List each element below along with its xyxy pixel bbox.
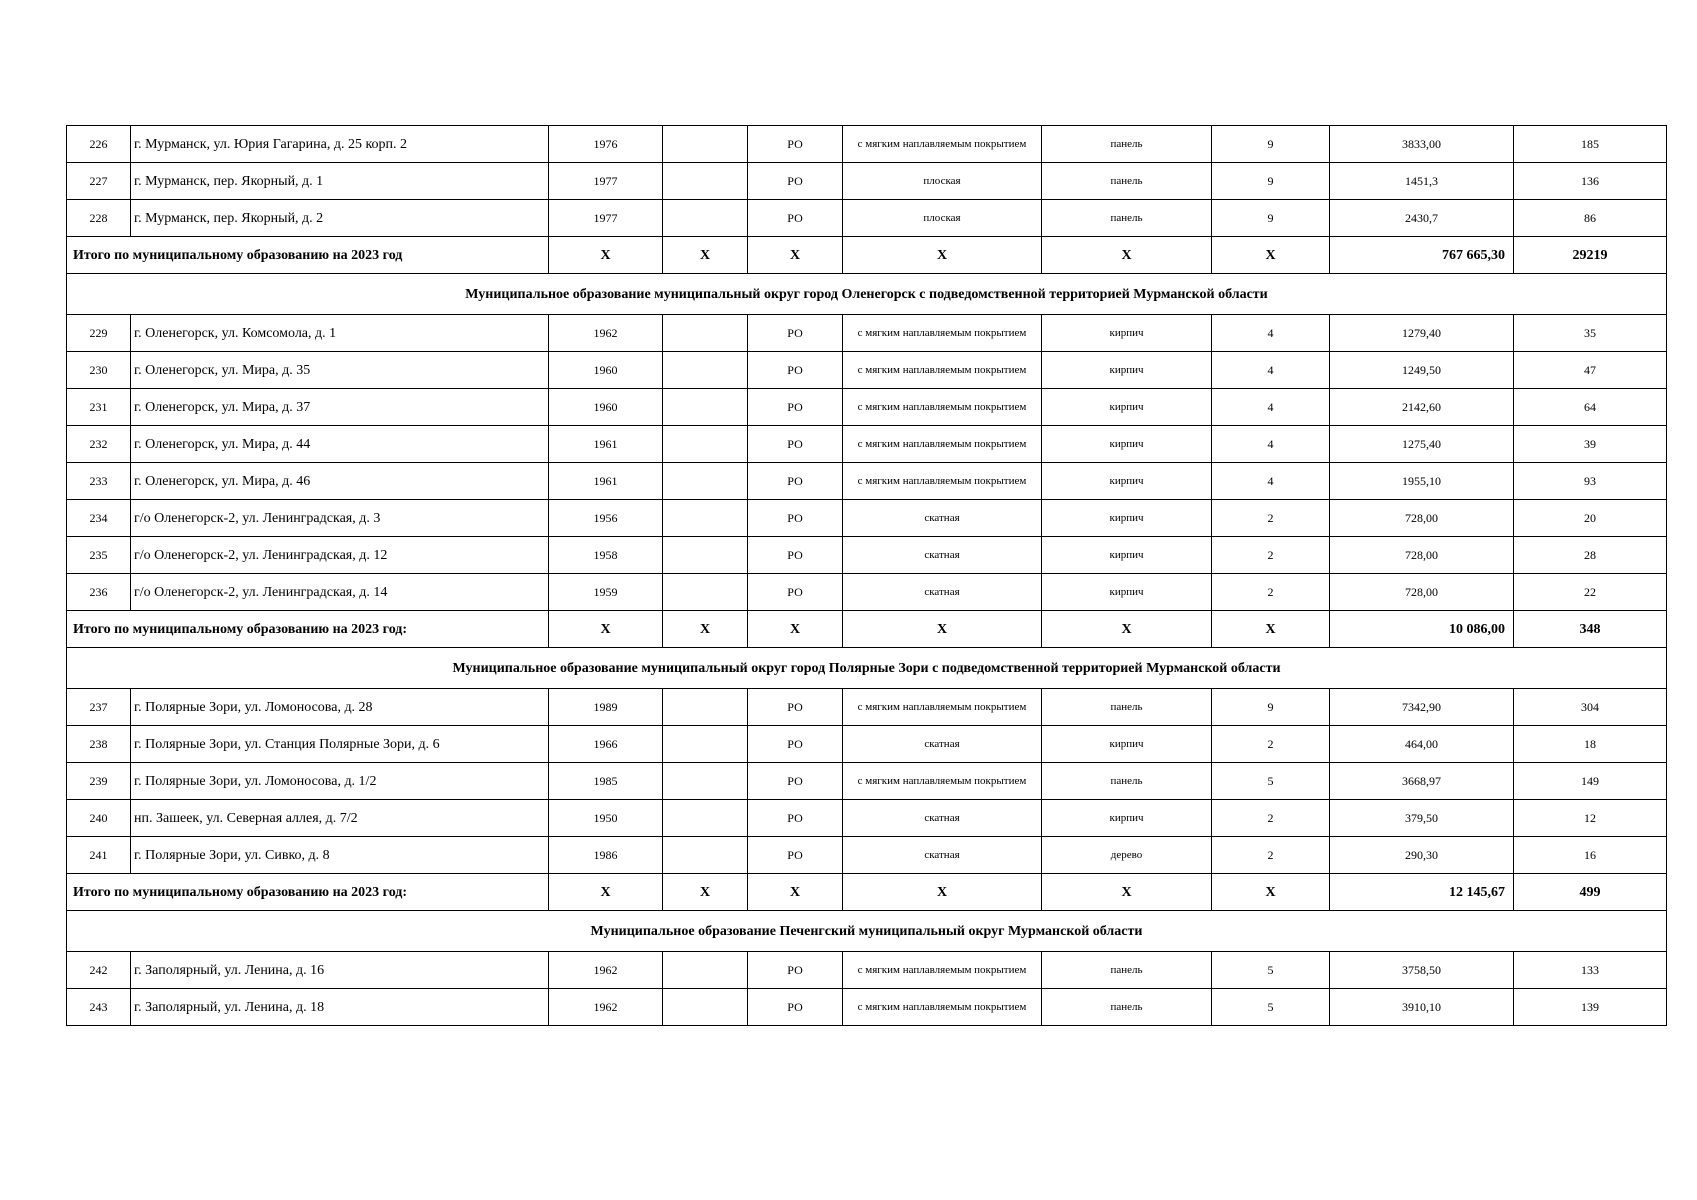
section-header-row xyxy=(67,274,1667,315)
row-floors: 4 xyxy=(1212,352,1330,389)
row-area: 728,00 xyxy=(1330,574,1514,611)
row-fund-type: РО xyxy=(748,352,843,389)
total-x-mark: X xyxy=(843,874,1042,911)
row-residents: 22 xyxy=(1514,574,1667,611)
row-residents: 136 xyxy=(1514,163,1667,200)
row-empty-cell xyxy=(663,500,748,537)
row-wall-material: панель xyxy=(1042,989,1212,1026)
row-address: г. Оленегорск, ул. Мира, д. 37 xyxy=(131,389,549,426)
row-year: 1950 xyxy=(549,800,663,837)
row-empty-cell xyxy=(663,689,748,726)
row-address: г. Оленегорск, ул. Мира, д. 46 xyxy=(131,463,549,500)
table-row xyxy=(67,200,1667,237)
row-floors: 4 xyxy=(1212,463,1330,500)
total-x-mark: X xyxy=(1212,874,1330,911)
table-row xyxy=(67,315,1667,352)
row-wall-material: панель xyxy=(1042,952,1212,989)
row-number: 241 xyxy=(67,837,131,874)
row-wall-material: кирпич xyxy=(1042,463,1212,500)
row-roof-type: плоская xyxy=(843,163,1042,200)
row-year: 1985 xyxy=(549,763,663,800)
total-x-mark: X xyxy=(1042,237,1212,274)
total-area: 12 145,67 xyxy=(1330,874,1514,911)
row-empty-cell xyxy=(663,200,748,237)
row-floors: 9 xyxy=(1212,126,1330,163)
row-address: г. Оленегорск, ул. Мира, д. 44 xyxy=(131,426,549,463)
row-year: 1960 xyxy=(549,352,663,389)
table-row xyxy=(67,537,1667,574)
section-title: Муниципальное образование муниципальный округ город Полярные Зори с подведомственной территорией Мурманской области xyxy=(67,648,1667,689)
total-x-mark: X xyxy=(748,611,843,648)
row-residents: 133 xyxy=(1514,952,1667,989)
row-number: 242 xyxy=(67,952,131,989)
row-number: 234 xyxy=(67,500,131,537)
row-number: 230 xyxy=(67,352,131,389)
row-residents: 16 xyxy=(1514,837,1667,874)
row-roof-type: с мягким наплавляемым покрытием xyxy=(843,463,1042,500)
row-address: г. Мурманск, ул. Юрия Гагарина, д. 25 корп. 2 xyxy=(131,126,549,163)
row-wall-material: кирпич xyxy=(1042,726,1212,763)
total-row xyxy=(67,611,1667,648)
total-label: Итого по муниципальному образованию на 2023 год: xyxy=(67,874,549,911)
row-roof-type: скатная xyxy=(843,726,1042,763)
row-floors: 2 xyxy=(1212,500,1330,537)
row-address: г/о Оленегорск-2, ул. Ленинградская, д. 12 xyxy=(131,537,549,574)
row-fund-type: РО xyxy=(748,574,843,611)
table-row xyxy=(67,689,1667,726)
total-row xyxy=(67,237,1667,274)
row-wall-material: панель xyxy=(1042,200,1212,237)
row-number: 240 xyxy=(67,800,131,837)
row-residents: 93 xyxy=(1514,463,1667,500)
row-floors: 2 xyxy=(1212,837,1330,874)
row-empty-cell xyxy=(663,989,748,1026)
row-residents: 304 xyxy=(1514,689,1667,726)
row-empty-cell xyxy=(663,837,748,874)
row-area: 1955,10 xyxy=(1330,463,1514,500)
row-residents: 139 xyxy=(1514,989,1667,1026)
row-fund-type: РО xyxy=(748,389,843,426)
row-address: г. Оленегорск, ул. Мира, д. 35 xyxy=(131,352,549,389)
row-roof-type: с мягким наплавляемым покрытием xyxy=(843,989,1042,1026)
row-empty-cell xyxy=(663,126,748,163)
row-empty-cell xyxy=(663,800,748,837)
row-fund-type: РО xyxy=(748,315,843,352)
row-roof-type: с мягким наплавляемым покрытием xyxy=(843,763,1042,800)
row-fund-type: РО xyxy=(748,989,843,1026)
row-number: 239 xyxy=(67,763,131,800)
row-area: 3910,10 xyxy=(1330,989,1514,1026)
row-fund-type: РО xyxy=(748,763,843,800)
row-empty-cell xyxy=(663,352,748,389)
row-residents: 86 xyxy=(1514,200,1667,237)
row-number: 235 xyxy=(67,537,131,574)
row-year: 1962 xyxy=(549,315,663,352)
row-address: г. Мурманск, пер. Якорный, д. 1 xyxy=(131,163,549,200)
row-roof-type: плоская xyxy=(843,200,1042,237)
total-residents: 499 xyxy=(1514,874,1667,911)
total-residents: 348 xyxy=(1514,611,1667,648)
row-wall-material: кирпич xyxy=(1042,426,1212,463)
row-roof-type: с мягким наплавляемым покрытием xyxy=(843,126,1042,163)
row-empty-cell xyxy=(663,389,748,426)
row-year: 1977 xyxy=(549,200,663,237)
row-roof-type: с мягким наплавляемым покрытием xyxy=(843,315,1042,352)
table-row xyxy=(67,574,1667,611)
row-year: 1956 xyxy=(549,500,663,537)
total-x-mark: X xyxy=(1212,611,1330,648)
total-x-mark: X xyxy=(843,611,1042,648)
row-area: 2142,60 xyxy=(1330,389,1514,426)
section-header-row xyxy=(67,648,1667,689)
row-fund-type: РО xyxy=(748,537,843,574)
total-label: Итого по муниципальному образованию на 2023 год: xyxy=(67,611,549,648)
table-row xyxy=(67,952,1667,989)
row-roof-type: скатная xyxy=(843,500,1042,537)
row-number: 238 xyxy=(67,726,131,763)
row-roof-type: скатная xyxy=(843,574,1042,611)
row-wall-material: кирпич xyxy=(1042,574,1212,611)
row-floors: 2 xyxy=(1212,726,1330,763)
row-floors: 4 xyxy=(1212,426,1330,463)
row-floors: 2 xyxy=(1212,800,1330,837)
row-empty-cell xyxy=(663,763,748,800)
row-address: г/о Оленегорск-2, ул. Ленинградская, д. 3 xyxy=(131,500,549,537)
table-row xyxy=(67,763,1667,800)
row-number: 236 xyxy=(67,574,131,611)
total-x-mark: X xyxy=(1042,611,1212,648)
row-address: г. Заполярный, ул. Ленина, д. 16 xyxy=(131,952,549,989)
total-x-mark: X xyxy=(663,611,748,648)
total-x-mark: X xyxy=(663,237,748,274)
table-row xyxy=(67,500,1667,537)
row-fund-type: РО xyxy=(748,163,843,200)
row-fund-type: РО xyxy=(748,952,843,989)
row-wall-material: панель xyxy=(1042,126,1212,163)
housing-table xyxy=(66,125,1667,1026)
table-row xyxy=(67,352,1667,389)
row-wall-material: кирпич xyxy=(1042,389,1212,426)
row-residents: 149 xyxy=(1514,763,1667,800)
row-floors: 5 xyxy=(1212,952,1330,989)
row-floors: 5 xyxy=(1212,989,1330,1026)
row-residents: 18 xyxy=(1514,726,1667,763)
row-floors: 4 xyxy=(1212,315,1330,352)
row-fund-type: РО xyxy=(748,426,843,463)
table-row xyxy=(67,126,1667,163)
row-number: 232 xyxy=(67,426,131,463)
table-row xyxy=(67,163,1667,200)
total-x-mark: X xyxy=(843,237,1042,274)
row-year: 1977 xyxy=(549,163,663,200)
total-row xyxy=(67,874,1667,911)
row-wall-material: панель xyxy=(1042,689,1212,726)
row-residents: 185 xyxy=(1514,126,1667,163)
row-year: 1976 xyxy=(549,126,663,163)
table-row xyxy=(67,800,1667,837)
row-year: 1959 xyxy=(549,574,663,611)
row-number: 231 xyxy=(67,389,131,426)
row-residents: 20 xyxy=(1514,500,1667,537)
row-fund-type: РО xyxy=(748,463,843,500)
total-x-mark: X xyxy=(549,874,663,911)
table-row xyxy=(67,989,1667,1026)
row-area: 1275,40 xyxy=(1330,426,1514,463)
row-number: 227 xyxy=(67,163,131,200)
total-label: Итого по муниципальному образованию на 2023 год xyxy=(67,237,549,274)
row-floors: 4 xyxy=(1212,389,1330,426)
row-area: 1279,40 xyxy=(1330,315,1514,352)
row-roof-type: с мягким наплавляемым покрытием xyxy=(843,389,1042,426)
row-roof-type: скатная xyxy=(843,537,1042,574)
row-roof-type: с мягким наплавляемым покрытием xyxy=(843,952,1042,989)
row-year: 1989 xyxy=(549,689,663,726)
section-title: Муниципальное образование муниципальный округ город Оленегорск с подведомственной территорией Мурманской области xyxy=(67,274,1667,315)
row-wall-material: дерево xyxy=(1042,837,1212,874)
row-wall-material: кирпич xyxy=(1042,537,1212,574)
total-area: 10 086,00 xyxy=(1330,611,1514,648)
table-row xyxy=(67,463,1667,500)
row-residents: 12 xyxy=(1514,800,1667,837)
row-wall-material: кирпич xyxy=(1042,500,1212,537)
row-roof-type: с мягким наплавляемым покрытием xyxy=(843,352,1042,389)
row-residents: 47 xyxy=(1514,352,1667,389)
row-area: 7342,90 xyxy=(1330,689,1514,726)
row-area: 290,30 xyxy=(1330,837,1514,874)
row-floors: 2 xyxy=(1212,537,1330,574)
row-wall-material: кирпич xyxy=(1042,315,1212,352)
row-empty-cell xyxy=(663,952,748,989)
row-address: г. Полярные Зори, ул. Ломоносова, д. 28 xyxy=(131,689,549,726)
row-address: г. Мурманск, пер. Якорный, д. 2 xyxy=(131,200,549,237)
row-year: 1960 xyxy=(549,389,663,426)
table-row xyxy=(67,837,1667,874)
table-row xyxy=(67,726,1667,763)
row-address: г. Полярные Зори, ул. Ломоносова, д. 1/2 xyxy=(131,763,549,800)
row-address: г. Полярные Зори, ул. Станция Полярные Зори, д. 6 xyxy=(131,726,549,763)
table-row xyxy=(67,426,1667,463)
total-x-mark: X xyxy=(549,237,663,274)
row-empty-cell xyxy=(663,426,748,463)
row-fund-type: РО xyxy=(748,689,843,726)
row-area: 464,00 xyxy=(1330,726,1514,763)
row-area: 2430,7 xyxy=(1330,200,1514,237)
row-empty-cell xyxy=(663,463,748,500)
row-fund-type: РО xyxy=(748,200,843,237)
row-area: 728,00 xyxy=(1330,537,1514,574)
row-fund-type: РО xyxy=(748,126,843,163)
row-roof-type: с мягким наплавляемым покрытием xyxy=(843,689,1042,726)
row-area: 3833,00 xyxy=(1330,126,1514,163)
row-number: 228 xyxy=(67,200,131,237)
total-residents: 29219 xyxy=(1514,237,1667,274)
row-residents: 39 xyxy=(1514,426,1667,463)
row-roof-type: с мягким наплавляемым покрытием xyxy=(843,426,1042,463)
row-year: 1961 xyxy=(549,463,663,500)
row-year: 1961 xyxy=(549,426,663,463)
total-x-mark: X xyxy=(748,874,843,911)
row-roof-type: скатная xyxy=(843,800,1042,837)
row-empty-cell xyxy=(663,163,748,200)
row-address: г. Оленегорск, ул. Комсомола, д. 1 xyxy=(131,315,549,352)
section-title: Муниципальное образование Печенгский муниципальный округ Мурманской области xyxy=(67,911,1667,952)
row-area: 728,00 xyxy=(1330,500,1514,537)
table-body xyxy=(67,126,1667,1026)
row-year: 1958 xyxy=(549,537,663,574)
row-fund-type: РО xyxy=(748,726,843,763)
row-wall-material: кирпич xyxy=(1042,352,1212,389)
row-area: 1451,3 xyxy=(1330,163,1514,200)
row-area: 3758,50 xyxy=(1330,952,1514,989)
row-floors: 9 xyxy=(1212,689,1330,726)
document-page xyxy=(66,125,1667,1026)
section-header-row xyxy=(67,911,1667,952)
total-x-mark: X xyxy=(1042,874,1212,911)
row-number: 229 xyxy=(67,315,131,352)
row-address: г. Заполярный, ул. Ленина, д. 18 xyxy=(131,989,549,1026)
total-x-mark: X xyxy=(549,611,663,648)
row-area: 379,50 xyxy=(1330,800,1514,837)
row-fund-type: РО xyxy=(748,500,843,537)
row-residents: 64 xyxy=(1514,389,1667,426)
row-address: г. Полярные Зори, ул. Сивко, д. 8 xyxy=(131,837,549,874)
row-fund-type: РО xyxy=(748,800,843,837)
row-residents: 35 xyxy=(1514,315,1667,352)
row-year: 1962 xyxy=(549,952,663,989)
row-number: 226 xyxy=(67,126,131,163)
row-empty-cell xyxy=(663,574,748,611)
row-floors: 2 xyxy=(1212,574,1330,611)
row-wall-material: кирпич xyxy=(1042,800,1212,837)
total-x-mark: X xyxy=(1212,237,1330,274)
row-year: 1966 xyxy=(549,726,663,763)
total-x-mark: X xyxy=(663,874,748,911)
row-residents: 28 xyxy=(1514,537,1667,574)
row-empty-cell xyxy=(663,315,748,352)
row-year: 1962 xyxy=(549,989,663,1026)
row-floors: 9 xyxy=(1212,200,1330,237)
row-area: 1249,50 xyxy=(1330,352,1514,389)
row-number: 237 xyxy=(67,689,131,726)
row-floors: 5 xyxy=(1212,763,1330,800)
row-empty-cell xyxy=(663,726,748,763)
row-wall-material: панель xyxy=(1042,163,1212,200)
row-number: 233 xyxy=(67,463,131,500)
row-address: нп. Зашеек, ул. Северная аллея, д. 7/2 xyxy=(131,800,549,837)
row-number: 243 xyxy=(67,989,131,1026)
row-floors: 9 xyxy=(1212,163,1330,200)
total-area: 767 665,30 xyxy=(1330,237,1514,274)
row-roof-type: скатная xyxy=(843,837,1042,874)
row-empty-cell xyxy=(663,537,748,574)
row-wall-material: панель xyxy=(1042,763,1212,800)
table-row xyxy=(67,389,1667,426)
row-year: 1986 xyxy=(549,837,663,874)
row-fund-type: РО xyxy=(748,837,843,874)
row-address: г/о Оленегорск-2, ул. Ленинградская, д. 14 xyxy=(131,574,549,611)
row-area: 3668,97 xyxy=(1330,763,1514,800)
total-x-mark: X xyxy=(748,237,843,274)
